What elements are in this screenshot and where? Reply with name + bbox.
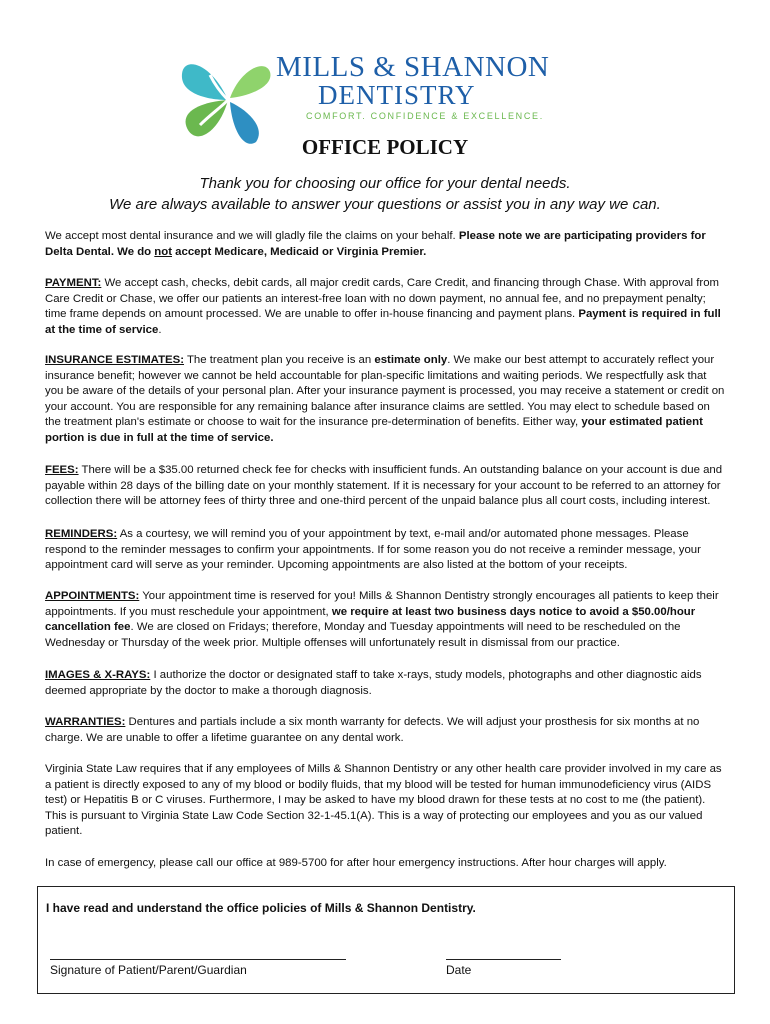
fees-text: There will be a $35.00 returned check fee for checks with insufficient funds. An outstanding balance on your account is due and payable within 28 days of the billing date on your monthly statement. If it is necessary for your account to be referred to an attorney for collection there will be attorney fees of thirty three and one-third percent of the unpaid balance plus all court costs, including interest. — [45, 464, 723, 508]
payment-end: . — [158, 323, 162, 336]
date-line[interactable] — [446, 959, 561, 960]
signature-line[interactable] — [50, 959, 346, 960]
insurance-estimates-text-b: . We make our best attempt to accurately reflect your insurance benefit; however we cannot be held accountable for plan-specific limitations and waiting periods. We respectfully ask that you be aware of the details of your personal plan. After your insurance payment is processed, you may receive a statement or credit on your account. You are responsible for any remaining balance after insurance claims are settled. You may elect to schedule based on the treatment plan's estimate or choose to wait for the insurance pre-determination of benefits. Either way, — [45, 354, 725, 429]
logo-tagline: COMFORT. CONFIDENCE & EXCELLENCE. — [306, 111, 544, 121]
emergency-paragraph: In case of emergency, please call our office at 989-5700 for after hour emergency instructions. After hour charges will apply. — [45, 857, 667, 869]
reminders-text: As a courtesy, we will remind you of your appointment by text, e-mail and/or automated phone messages. Please respond to the reminder messages to confirm your appointments. If for some reason you do not receive a reminder message, your appointment card will serve as your reminder. Upcoming appointments are also listed at the bottom of your receipts. — [45, 528, 701, 572]
logo-subtitle: DENTISTRY — [318, 80, 476, 110]
signature-label: Signature of Patient/Parent/Guardian — [50, 963, 247, 977]
insurance-bold-a: Please note we are participating providers for Delta Dental. We do — [45, 230, 706, 258]
intro-line-1: Thank you for choosing our office for your dental needs. — [199, 175, 571, 192]
fees-heading: FEES: — [45, 464, 79, 476]
acknowledgement-statement: I have read and understand the office policies of Mills & Shannon Dentistry. — [46, 901, 476, 915]
payment-text: We accept cash, checks, debit cards, all major credit cards, Care Credit, and financing through Chase. With approval from Care Credit or Chase, we offer our patients an interest-free loan with no down payment, no annual fee, and no prepayment penalty; time frame depends on amount processed. We are unable to offer in-house financing and payment plans. — [45, 277, 720, 321]
insurance-paragraph — [45, 229, 725, 260]
signature-box — [37, 886, 735, 994]
payment-bold: Payment is required in full at the time of service — [45, 308, 721, 336]
payment-section — [45, 276, 725, 338]
insurance-estimates-heading: INSURANCE ESTIMATES: — [45, 354, 185, 366]
appointments-text-b: . We are closed on Fridays; therefore, Monday and Tuesday appointments will need to be rescheduled on the Wednesday or Thursday of the week prior. Multiple offenses will unfortunately result in dismissal from our practice. — [45, 621, 681, 649]
logo-name: MILLS & SHANNON — [276, 51, 550, 83]
insurance-estimates-text-a: The treatment plan you receive is an — [184, 354, 375, 366]
insurance-estimates-section — [45, 353, 725, 447]
reminders-section — [45, 527, 725, 574]
warranties-text: Dentures and partials include a six month warranty for defects. We will adjust your prosthesis for six months at no charge. We are unable to offer a lifetime guarantee on any dental work. — [45, 716, 700, 744]
insurance-estimates-bold-b: your estimated patient portion is due in full at the time of service. — [45, 416, 703, 444]
insurance-bold-not: not — [154, 245, 173, 258]
date-label: Date — [446, 963, 472, 977]
insurance-estimates-bold-a: estimate only — [374, 354, 448, 366]
images-text: I authorize the doctor or designated staff to take x-rays, study models, photographs and other diagnostic aids deemed appropriate by the doctor to make a thorough diagnosis. — [45, 669, 702, 697]
appointments-bold: we require at least two business days notice to avoid a $50.00/hour cancellation fee — [45, 605, 696, 634]
virginia-law-paragraph: Virginia State Law requires that if any employees of Mills & Shannon Dentistry or any other health care provider involved in my care as a patient is directly exposed to any of my blood or bodily fluids, that my blood will be tested for human immunodeficiency virus (AIDS test) or Hepatitis B or C viruses. Furthermore, I may be asked to have my blood drawn for these tests at no cost to me (the patient). This is pursuant to Virginia State Law Code Section 32-1-45.1(A). This is a way of protecting our employees and you as our valued patient. — [45, 763, 722, 838]
fees-section — [45, 463, 725, 510]
images-section — [45, 668, 725, 699]
warranties-heading: WARRANTIES: — [45, 716, 126, 728]
appointments-section — [45, 589, 725, 651]
page-title: OFFICE POLICY — [301, 135, 469, 159]
appointments-text-a: Your appointment time is reserved for you! Mills & Shannon Dentistry strongly encourages all patients to keep their appointments. If you must reschedule your appointment, — [45, 590, 719, 618]
warranties-section — [45, 715, 725, 746]
payment-heading: PAYMENT: — [45, 277, 102, 289]
reminders-heading: REMINDERS: — [45, 528, 118, 540]
insurance-text: We accept most dental insurance and we will gladly file the claims on your behalf. — [45, 230, 456, 242]
intro-line-2: We are always available to answer your questions or assist you in any way we can. — [109, 196, 661, 213]
appointments-heading: APPOINTMENTS: — [45, 590, 140, 602]
images-heading: IMAGES & X-RAYS: — [45, 669, 151, 681]
insurance-bold-b: accept Medicare, Medicaid or Virginia Premier. — [172, 245, 427, 258]
